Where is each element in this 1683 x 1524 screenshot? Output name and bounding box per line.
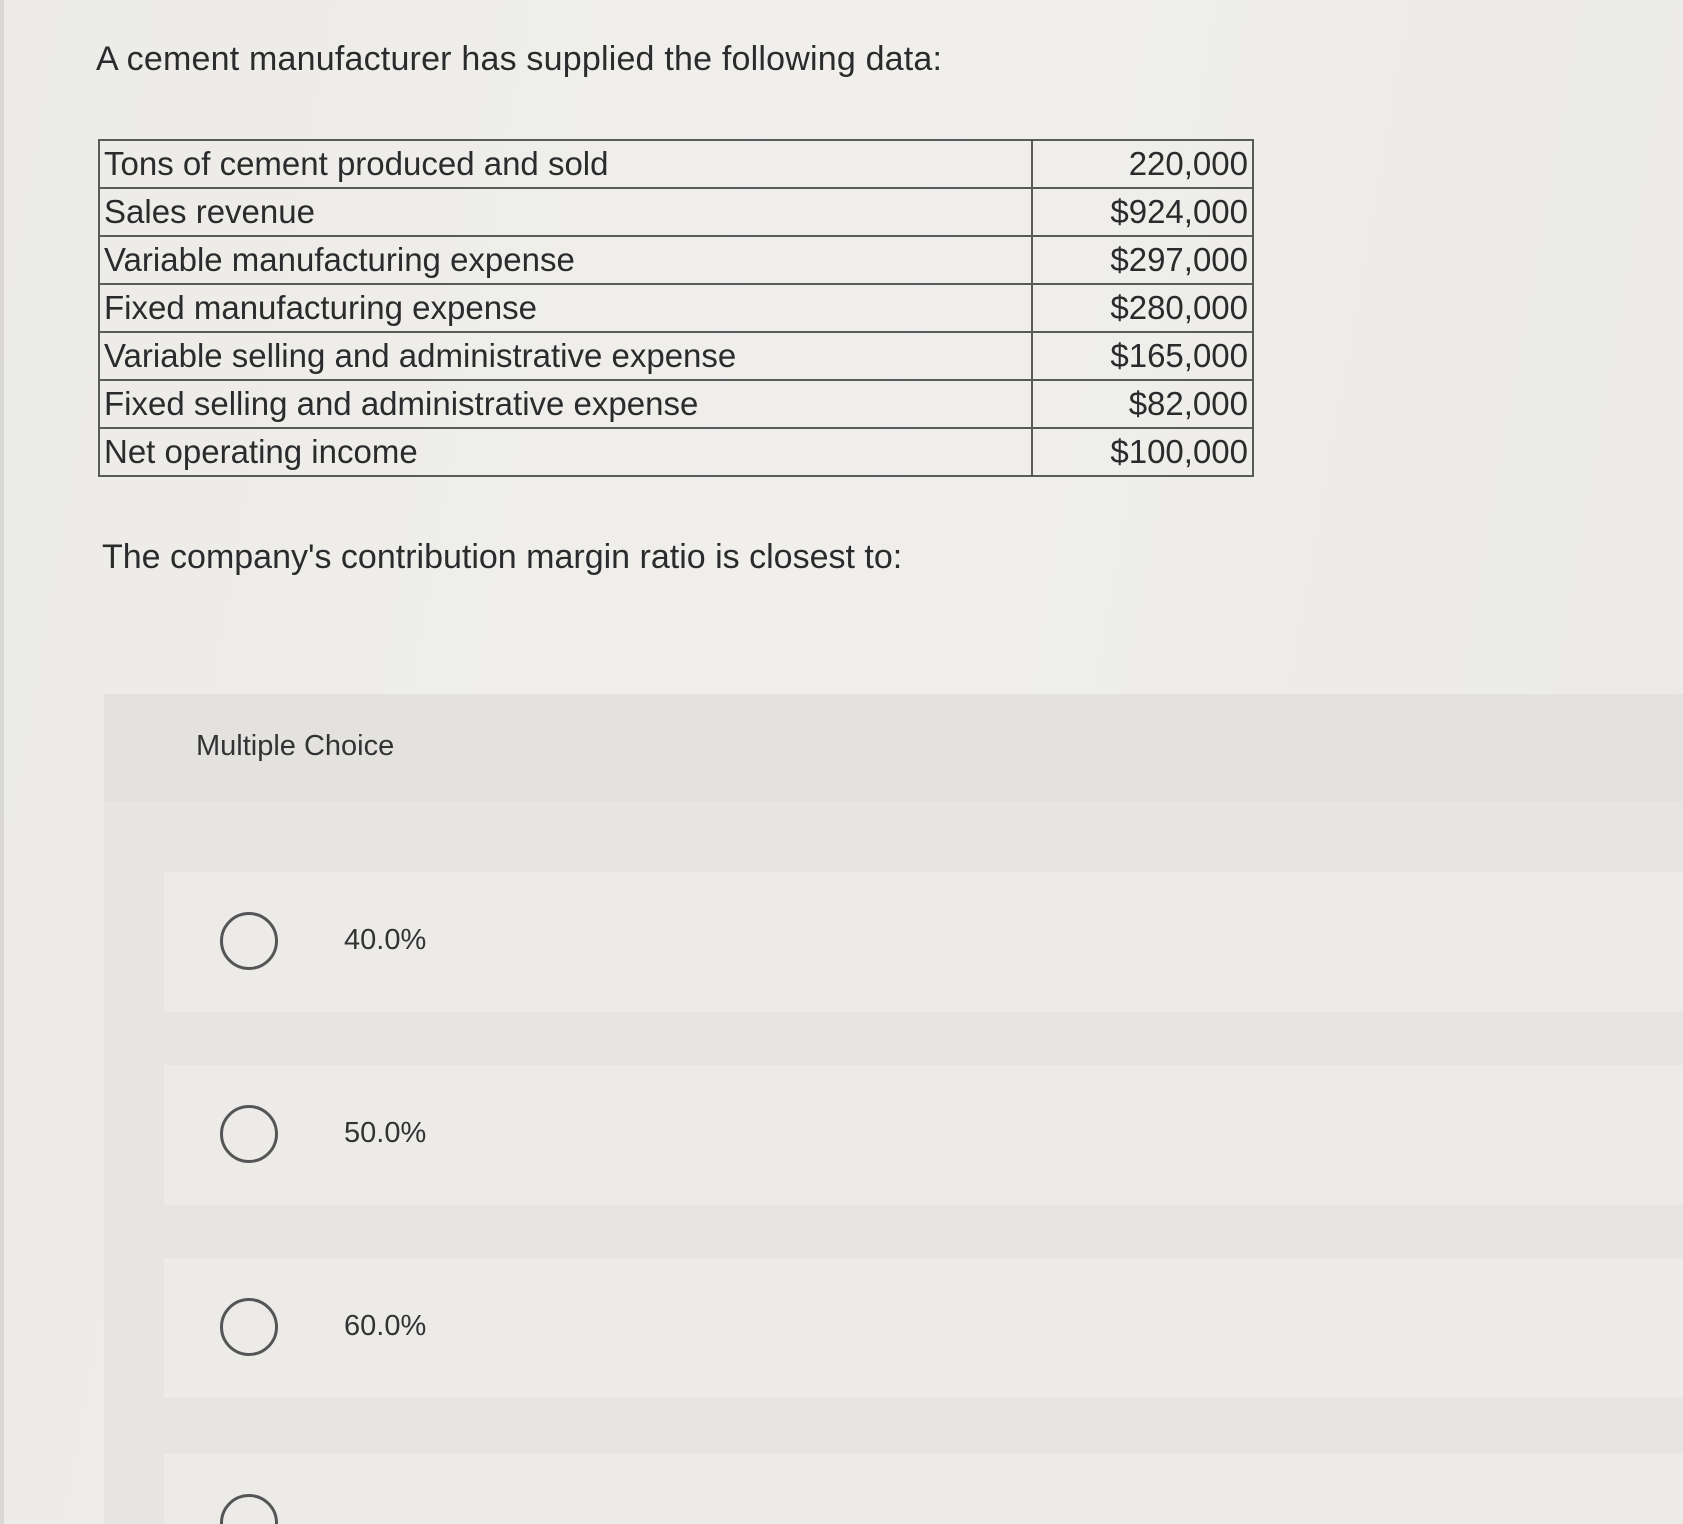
question-prompt: The company's contribution margin ratio is closest to: [102,538,903,576]
answer-option[interactable] [164,872,1683,1012]
table-row [99,188,1253,236]
table-row [99,428,1253,476]
answer-option[interactable] [164,1258,1683,1398]
data-table [98,139,1254,477]
screen-edge [0,0,4,1524]
table-row [99,380,1253,428]
row-value: $924,000 [1032,188,1253,236]
table-row [99,140,1253,188]
row-value: $297,000 [1032,236,1253,284]
row-label: Net operating income [99,428,1032,476]
row-label: Tons of cement produced and sold [99,140,1032,188]
answer-option-partial[interactable] [164,1454,1683,1524]
row-label: Fixed selling and administrative expense [99,380,1032,428]
answer-option-label: 60.0% [344,1310,427,1342]
radio-button[interactable] [220,1494,278,1524]
table-row [99,236,1253,284]
row-value: $165,000 [1032,332,1253,380]
row-value: $100,000 [1032,428,1253,476]
table-row [99,284,1253,332]
radio-button[interactable] [220,912,278,970]
multiple-choice-title: Multiple Choice [196,730,395,762]
table-row [99,332,1253,380]
radio-button[interactable] [220,1105,278,1163]
question-intro: A cement manufacturer has supplied the following data: [96,40,943,78]
row-value: $280,000 [1032,284,1253,332]
answer-option-label: 40.0% [344,924,427,956]
row-value: $82,000 [1032,380,1253,428]
radio-button[interactable] [220,1298,278,1356]
row-label: Sales revenue [99,188,1032,236]
row-label: Fixed manufacturing expense [99,284,1032,332]
row-label: Variable selling and administrative expense [99,332,1032,380]
answer-option[interactable] [164,1065,1683,1205]
row-value: 220,000 [1032,140,1253,188]
row-label: Variable manufacturing expense [99,236,1032,284]
answer-option-label: 50.0% [344,1117,427,1149]
